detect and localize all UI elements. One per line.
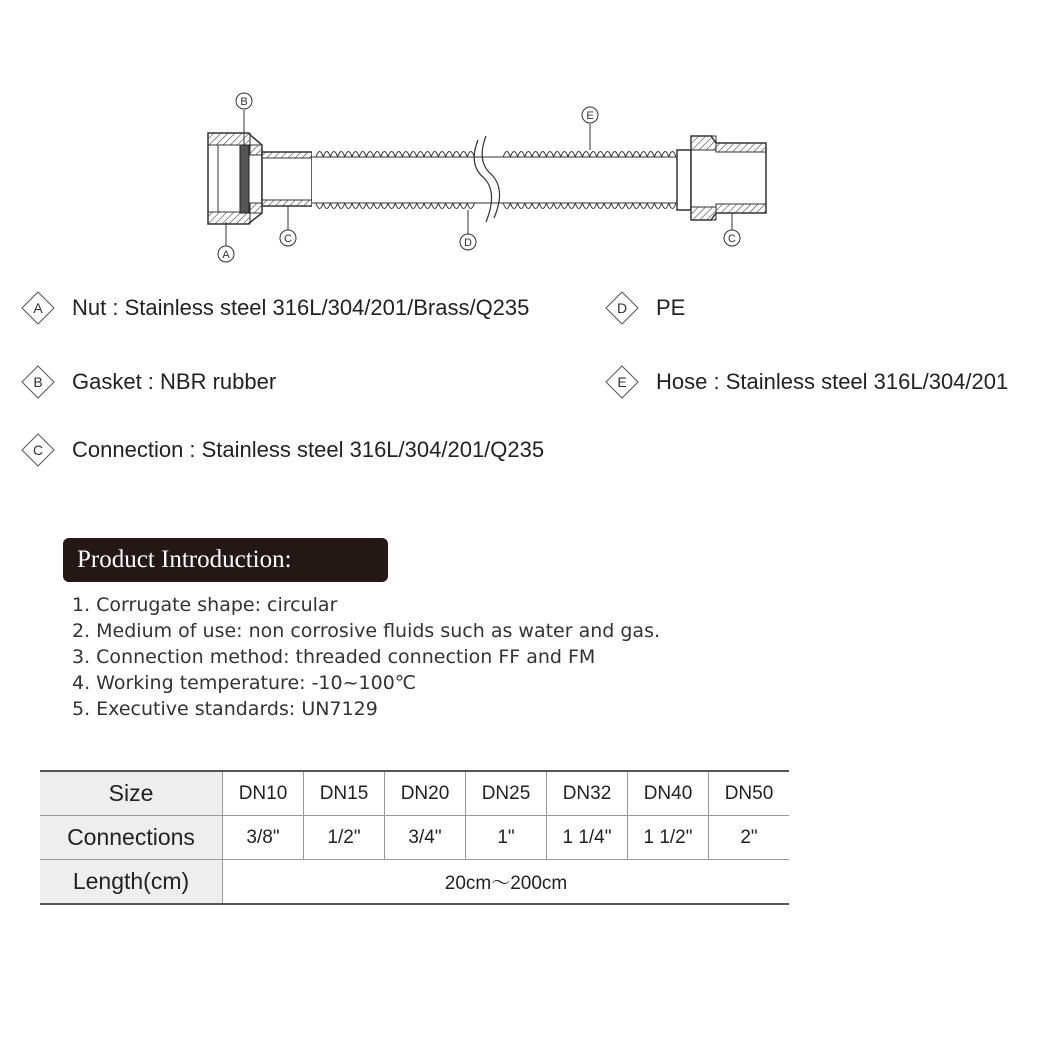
list-item: 3. Connection method: threaded connection FF and FM: [72, 646, 596, 668]
table-cell: DN50: [709, 771, 790, 816]
diamond-marker-icon: B: [18, 362, 58, 402]
diamond-marker-icon: D: [602, 288, 642, 328]
callout-c-right: [724, 230, 740, 246]
legend-text: Gasket : NBR rubber: [72, 369, 277, 394]
legend-text: Nut : Stainless steel 316L/304/201/Brass/Q235: [72, 295, 530, 320]
svg-text:B: B: [240, 96, 248, 108]
diamond-marker-icon: A: [18, 288, 58, 328]
callout-c-left: [280, 230, 296, 246]
table-cell: 1 1/4": [547, 816, 628, 860]
legend-item-a: [18, 288, 529, 328]
table-row: [40, 771, 789, 816]
legend-text: Connection : Stainless steel 316L/304/201/Q235: [72, 437, 545, 462]
table-cell: DN40: [628, 771, 709, 816]
table-cell: DN25: [466, 771, 547, 816]
list-item: 2. Medium of use: non corrosive fluids such as water and gas.: [72, 620, 661, 642]
table-cell: 1 1/2": [628, 816, 709, 860]
row-header: Length(cm): [40, 860, 223, 905]
svg-text:E: E: [586, 110, 594, 122]
section-title: Product Introduction:: [63, 538, 388, 582]
table-cell: 3/4": [385, 816, 466, 860]
table-cell: 2": [709, 816, 790, 860]
diamond-marker-icon: C: [18, 430, 58, 470]
connection-right: [677, 136, 766, 220]
callout-a: [218, 246, 234, 262]
table-cell: 3/8": [223, 816, 304, 860]
diamond-marker-icon: E: [602, 362, 642, 402]
spec-table: [40, 770, 789, 905]
legend-text: Hose : Stainless steel 316L/304/201: [656, 369, 1009, 394]
connection-left: [262, 152, 312, 206]
table-cell: 1": [466, 816, 547, 860]
callout-d: [460, 234, 476, 250]
svg-text:A: A: [222, 249, 230, 261]
table-cell: DN15: [304, 771, 385, 816]
table-row: [40, 860, 789, 905]
corrugated-hose: [312, 150, 677, 210]
legend-item-d: [602, 288, 685, 328]
legend-item-b: [18, 362, 276, 402]
table-cell: DN32: [547, 771, 628, 816]
svg-text:C: C: [284, 233, 292, 245]
table-cell: 20cm～200cm: [223, 860, 790, 905]
gasket: [240, 145, 249, 213]
list-item: 4. Working temperature: -10~100℃: [72, 672, 417, 694]
hose-assembly-diagram: [0, 0, 1058, 275]
row-header: Connections: [40, 816, 223, 860]
list-item: 1. Corrugate shape: circular: [72, 594, 338, 616]
callout-b: [236, 93, 252, 109]
legend-item-c: [18, 430, 544, 470]
callout-e: [582, 107, 598, 123]
table-row: [40, 816, 789, 860]
legend-text: PE: [656, 295, 686, 320]
table-cell: DN20: [385, 771, 466, 816]
nut-left: [208, 133, 262, 224]
list-item: 5. Executive standards: UN7129: [72, 698, 378, 720]
table-cell: DN10: [223, 771, 304, 816]
table-cell: 1/2": [304, 816, 385, 860]
legend-item-e: [602, 362, 1008, 402]
row-header: Size: [40, 771, 223, 816]
svg-text:C: C: [728, 233, 736, 245]
intro-list: [72, 592, 660, 722]
svg-text:D: D: [464, 237, 472, 249]
